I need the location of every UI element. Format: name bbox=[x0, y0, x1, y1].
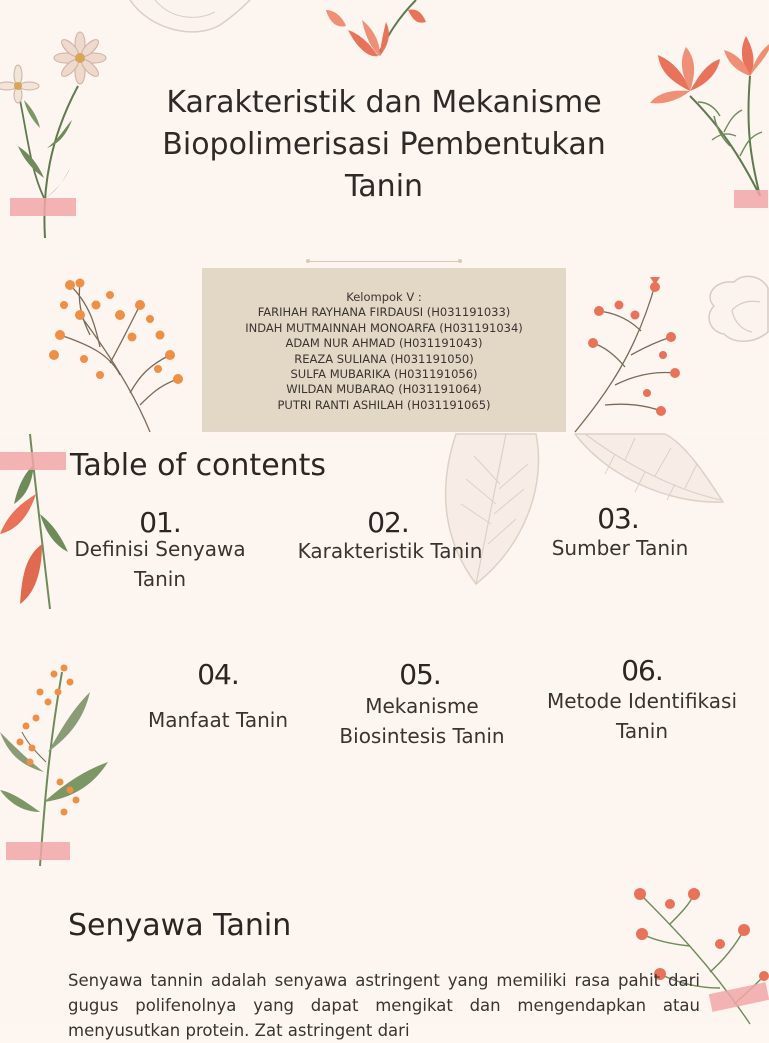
leaf-outline-icon bbox=[704, 272, 768, 347]
toc-number: 02. bbox=[367, 506, 409, 539]
member-name: ADAM NUR AHMAD (H031191043) bbox=[285, 336, 483, 351]
presentation-title: Karakteristik dan Mekanisme Biopolimerisasi Pembentukan Tanin bbox=[162, 85, 606, 204]
title-slide bbox=[0, 0, 768, 432]
orange-berry-branch-icon bbox=[0, 662, 110, 866]
member-name: WILDAN MUBARAQ (H031191064) bbox=[286, 382, 482, 397]
washi-tape-icon bbox=[0, 452, 66, 470]
member-name: SULFA MUBARIKA (H031191056) bbox=[290, 367, 478, 382]
member-name: REAZA SULIANA (H031191050) bbox=[294, 351, 474, 366]
toc-label: Definisi Senyawa Tanin bbox=[74, 537, 246, 591]
leaf-outline-icon bbox=[575, 434, 725, 506]
coral-flower-icon bbox=[318, 0, 438, 62]
toc-number: 01. bbox=[139, 506, 181, 539]
washi-tape-icon bbox=[10, 198, 76, 216]
group-members-box bbox=[202, 268, 566, 432]
members-heading: Kelompok V : bbox=[346, 290, 422, 304]
member-name: FARIHAH RAYHANA FIRDAUSI (H031191033) bbox=[257, 305, 511, 320]
washi-tape-icon bbox=[6, 842, 70, 860]
toc-number: 04. bbox=[197, 658, 239, 691]
toc-label: Manfaat Tanin bbox=[147, 708, 288, 732]
toc-label: Metode Identifikasi Tanin bbox=[546, 689, 738, 743]
section-title: Senyawa Tanin bbox=[68, 908, 292, 943]
table-of-contents-slide bbox=[0, 434, 768, 866]
toc-heading: Table of contents bbox=[70, 448, 327, 483]
content-slide bbox=[0, 868, 768, 1040]
toc-label: Mekanisme Biosintesis Tanin bbox=[339, 694, 505, 748]
toc-number: 03. bbox=[597, 502, 639, 535]
leaf-outline-icon bbox=[125, 0, 255, 38]
toc-number: 06. bbox=[621, 654, 663, 687]
member-name: PUTRI RANTI ASHILAH (H031191065) bbox=[277, 397, 491, 412]
washi-tape-icon bbox=[734, 190, 768, 208]
member-name: INDAH MUTMAINNAH MONOARFA (H031191034) bbox=[245, 320, 523, 335]
toc-number: 05. bbox=[399, 658, 441, 691]
coral-flower-icon bbox=[650, 36, 768, 216]
title-divider bbox=[306, 259, 462, 263]
toc-label: Sumber Tanin bbox=[551, 536, 689, 560]
section-body-text: Senyawa tannin adalah senyawa astringent yang memiliki rasa pahit dari gugus polifenolnya yang dapat mengikat dan mengendapkan atau menyusutkan protein. Zat astringent dari bbox=[68, 971, 700, 1040]
toc-label: Karakteristik Tanin bbox=[297, 539, 483, 563]
orange-berry-branch-icon bbox=[40, 275, 185, 432]
orange-berry-branch-icon bbox=[575, 275, 685, 432]
